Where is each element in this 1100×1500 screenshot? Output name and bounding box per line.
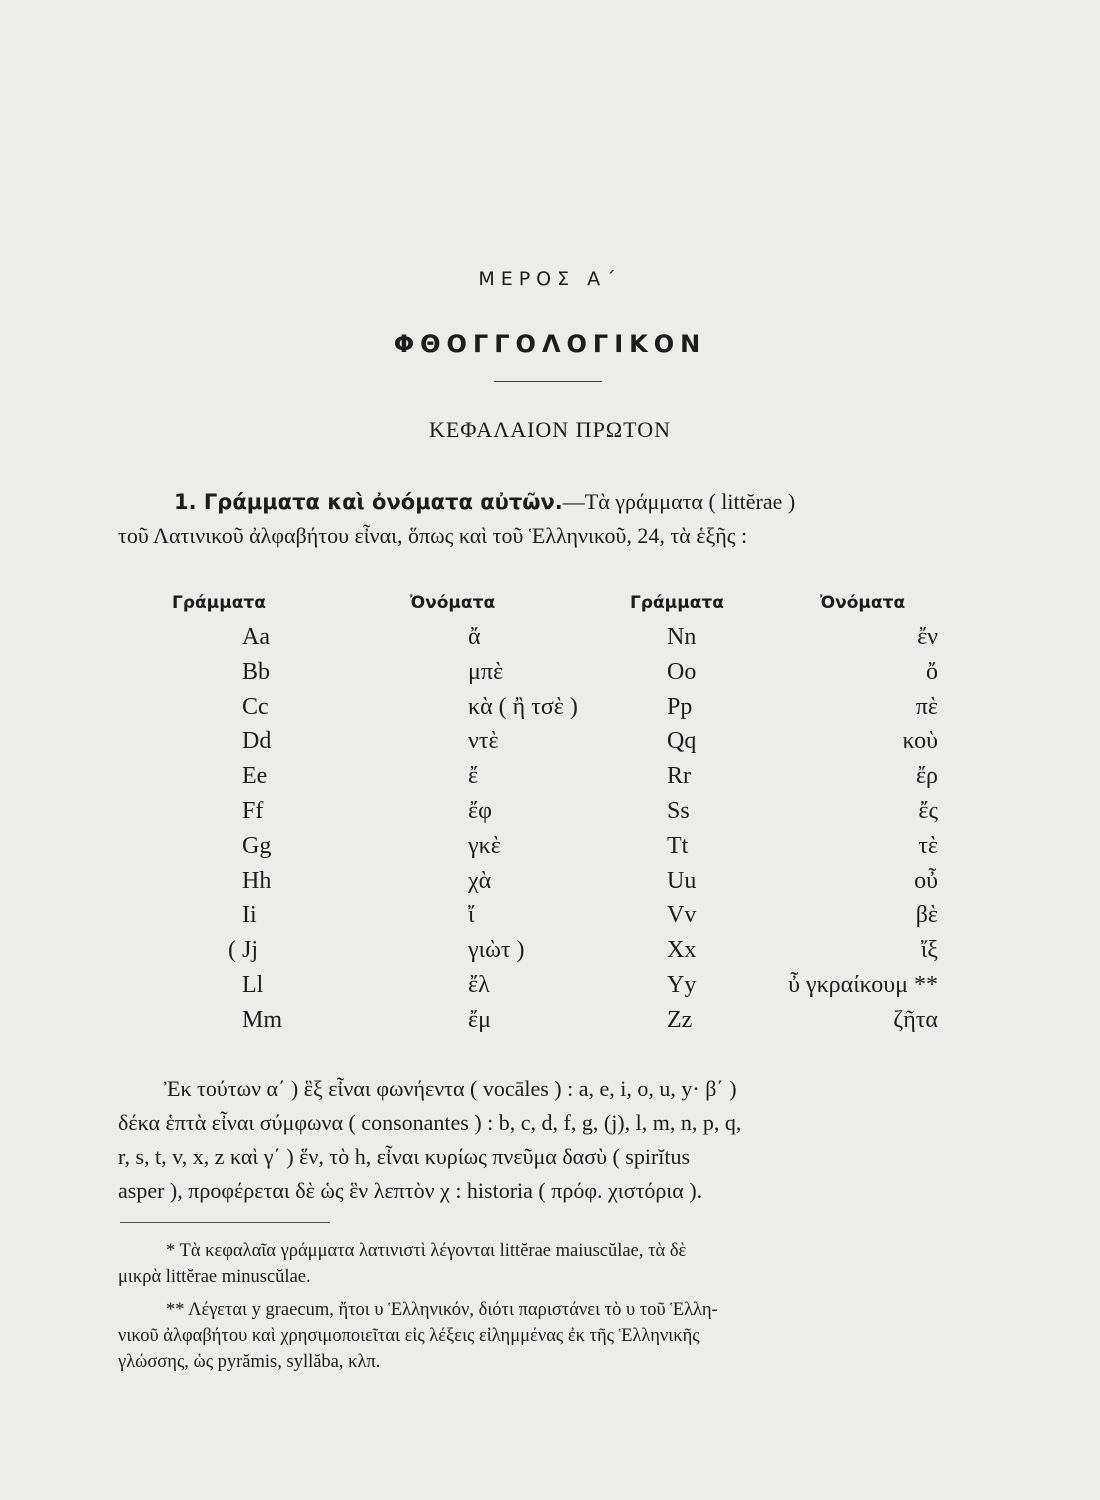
- name-cell: μπὲ: [468, 658, 504, 685]
- letter-cell: Qq: [667, 728, 697, 755]
- name-cell: ἔν: [917, 624, 938, 650]
- letter-cell: Hh: [242, 867, 272, 894]
- vowels-consonants-paragraph: [118, 1072, 958, 1208]
- name-cell: βὲ: [915, 902, 938, 929]
- intro-line-2: τοῦ Λατινικοῦ ἀλφαβήτου εἶναι, ὅπως καὶ τοῦ Ἑλληνικοῦ, 24, τὰ ἑξῆς :: [118, 523, 748, 548]
- name-cell: ζῆτα: [893, 1006, 938, 1033]
- footnote-2: [118, 1297, 956, 1375]
- letter-cell: Pp: [667, 693, 693, 720]
- right-letters-column: [667, 620, 696, 1038]
- header-names-right: Ὀνόματα: [820, 593, 906, 613]
- name-cell: ἔρ: [915, 763, 938, 790]
- name-cell: ἔ: [468, 763, 479, 790]
- letter-cell: ( Jj: [228, 937, 258, 964]
- name-cell: ἔμ: [468, 1006, 491, 1033]
- name-cell: ἔλ: [468, 971, 490, 998]
- subsection-heading: 1. Γράμματα καὶ ὀνόματα αὐτῶν.: [174, 490, 563, 514]
- name-cell: γιὼτ ): [468, 937, 525, 964]
- name-cell: γκὲ: [468, 832, 501, 859]
- name-cell: οὖ: [914, 867, 938, 894]
- chapter-heading: ΚΕΦΑΛΑΙΟΝ ΠΡΩΤΟΝ: [429, 417, 671, 442]
- letter-cell: Ff: [242, 797, 264, 824]
- paragraph-line: r, s, t, v, x, z καὶ γ΄ ) ἕν, τὸ h, εἶναι κυρίως πνεῦμα δασὺ ( spirĭtus: [118, 1144, 691, 1169]
- title-divider: [494, 381, 602, 382]
- right-names-column: [762, 620, 938, 1038]
- letter-cell: Zz: [667, 1006, 693, 1033]
- name-cell: ἔφ: [468, 797, 492, 824]
- letter-cell: Ll: [242, 971, 264, 998]
- section-title: ΦΘΟΓΓΟΛΟΓΙΚΟΝ: [393, 330, 707, 358]
- header-letters-right: Γράμματα: [630, 593, 724, 613]
- name-cell: χὰ: [468, 867, 492, 894]
- name-cell: τὲ: [918, 832, 938, 859]
- name-cell: ἔς: [918, 797, 938, 824]
- left-letters-column: [228, 620, 283, 1038]
- footnote-line: * Τὰ κεφαλαῖα γράμματα λατινιστὶ λέγονται littĕrae maiuscŭlae, τὰ δὲ: [166, 1241, 687, 1261]
- letter-cell: Aa: [242, 624, 270, 650]
- name-cell: κὰ ( ἢ τσὲ ): [468, 693, 578, 720]
- part-heading: ΜΕΡΟΣ Α΄: [478, 268, 622, 290]
- header-names-left: Ὀνόματα: [410, 593, 496, 613]
- letter-cell: Vv: [667, 902, 697, 929]
- letter-cell: Gg: [242, 832, 272, 859]
- letter-cell: Yy: [667, 971, 697, 998]
- footnote-divider: [120, 1222, 330, 1223]
- letter-cell: Dd: [242, 728, 272, 755]
- intro-paragraph: [118, 485, 958, 553]
- name-cell: ἴ: [468, 902, 475, 929]
- paragraph-line: Ἐκ τούτων α΄ ) ἓξ εἶναι φωνήεντα ( vocāles ) : a, e, i, o, u, y· β΄ ): [164, 1076, 737, 1101]
- footnote-1: [118, 1238, 956, 1290]
- intro-line-1: —Τὰ γράμματα ( littĕrae ): [562, 489, 796, 514]
- name-cell: ἴξ: [920, 937, 938, 964]
- footnote-line: νικοῦ ἀλφαβήτου καὶ χρησιμοποιεῖται εἰς λέξεις εἰλημμένας ἐκ τῆς Ἑλληνικῆς: [118, 1326, 700, 1346]
- letter-cell: Cc: [242, 693, 269, 720]
- letter-cell: Nn: [667, 624, 697, 650]
- letter-cell: Tt: [667, 832, 689, 859]
- name-cell: πὲ: [915, 693, 938, 720]
- left-names-column: [468, 620, 578, 1038]
- letter-cell: Uu: [667, 867, 697, 894]
- paragraph-line: asper ), προφέρεται δὲ ὡς ἓν λεπτὸν χ : historia ( πρόφ. χιστόρια ).: [118, 1178, 703, 1203]
- letter-cell: Bb: [242, 658, 271, 685]
- name-cell: ἄ: [468, 624, 481, 650]
- name-cell: ὖ γκραίκουμ **: [788, 971, 938, 998]
- footnote-line: μικρὰ littĕrae minuscŭlae.: [118, 1267, 311, 1287]
- footnote-line: γλώσσης, ὡς pyrămis, syllăba, κλπ.: [118, 1352, 381, 1372]
- header-letters-left: Γράμματα: [172, 593, 266, 613]
- letter-cell: Oo: [667, 658, 697, 685]
- name-cell: ὄ: [926, 658, 938, 685]
- footnote-line: ** Λέγεται y graecum, ἤτοι υ Ἑλληνικόν, διότι παριστάνει τὸ υ τοῦ Ἑλλη-: [166, 1300, 718, 1320]
- letter-cell: Rr: [667, 763, 691, 790]
- letter-cell: Ss: [667, 797, 690, 824]
- letter-cell: Ee: [242, 763, 268, 790]
- letter-cell: Xx: [667, 937, 697, 964]
- name-cell: κοὺ: [902, 728, 938, 755]
- name-cell: ντὲ: [468, 728, 499, 755]
- paragraph-line: δέκα ἑπτὰ εἶναι σύμφωνα ( consonantes ) : b, c, d, f, g, (j), l, m, n, p, q,: [118, 1110, 742, 1135]
- letter-cell: Mm: [242, 1006, 283, 1033]
- letter-cell: Ii: [242, 902, 257, 929]
